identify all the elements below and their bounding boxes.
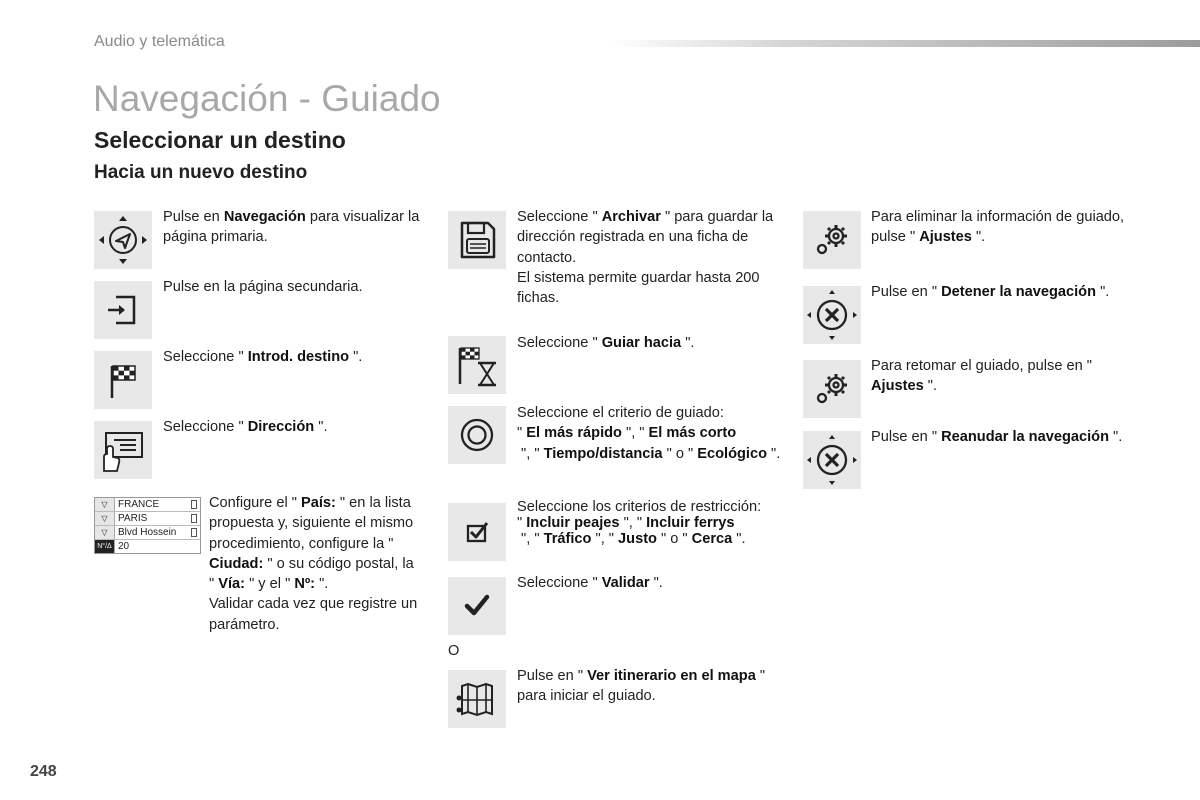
form-row-number xyxy=(95,540,200,553)
dropdown-arrow-icon: ▽ xyxy=(95,526,115,539)
form-row-city xyxy=(95,512,200,526)
step-secondary-page: Pulse en la página secundaria. xyxy=(163,279,363,295)
step-stop-navigation: Pulse en " Detener la navegación ". xyxy=(871,284,1110,300)
exit-door-icon xyxy=(94,281,152,339)
target-circle-icon xyxy=(448,406,506,464)
form-value-city: PARIS xyxy=(118,513,148,524)
step-view-route-map: Pulse en " Ver itinerario en el mapa " para iniciar el guiado. xyxy=(517,668,766,705)
step-guidance-criteria: Seleccione el criterio de guiado: " El más rápido ", " El más corto ", " Tiempo/distancia " o " Ecológico ". xyxy=(517,405,781,462)
step-navigation: Pulse en Navegación para visualizar la página primaria. xyxy=(163,209,420,246)
form-field-end xyxy=(191,528,197,537)
stop-navigation-icon xyxy=(803,286,861,344)
settings-gears-icon xyxy=(803,360,861,418)
dropdown-arrow-icon: ▽ xyxy=(95,498,115,511)
page-number: 248 xyxy=(30,763,57,780)
section-header: Audio y telemática xyxy=(94,33,225,50)
header-gradient-bar xyxy=(606,40,1200,47)
form-row-street xyxy=(95,526,200,540)
or-separator: O xyxy=(448,643,460,659)
number-key-label: N°/Δ xyxy=(95,540,115,553)
checkmark-icon xyxy=(448,577,506,635)
address-form-preview xyxy=(94,497,201,554)
step-archive: Seleccione " Archivar " para guardar la dirección registrada en una ficha de contacto. El sistema permite guardar hasta 200 fichas. xyxy=(517,209,774,307)
checkered-flag-icon xyxy=(94,351,152,409)
step-configure-address: Configure el " País: " en la lista propuesta y, siguiente el mismo procedimiento, configure la " Ciudad: " o su código postal, la " Vía: " y el " Nº: ". Validar cada vez que registre un parámetro. xyxy=(209,495,418,633)
dropdown-arrow-icon: ▽ xyxy=(95,512,115,525)
step-guide-to: Seleccione " Guiar hacia ". xyxy=(517,335,695,351)
step-restriction-criteria: Seleccione los criterios de restricción: " Incluir peajes ", " Incluir ferrys ", " Tráfico ", " Justo " o " Cerca ". xyxy=(517,499,762,547)
form-row-country xyxy=(95,498,200,512)
navigation-arrow-icon xyxy=(94,211,152,269)
step-delete-guidance-settings: Para eliminar la información de guiado, pulse " Ajustes ". xyxy=(871,209,1125,246)
resume-navigation-icon xyxy=(803,431,861,489)
map-route-icon xyxy=(448,670,506,728)
checkbox-check-icon xyxy=(448,503,506,561)
step-destination-entry: Seleccione " Introd. destino ". xyxy=(163,349,363,365)
form-value-street: Blvd Hossein xyxy=(118,527,177,538)
form-value-country: FRANCE xyxy=(118,499,160,510)
section-subtitle: Seleccionar un destino xyxy=(94,127,346,153)
step-resume-guidance-settings: Para retomar el guiado, pulse en " Ajustes ". xyxy=(871,358,1092,395)
form-field-end xyxy=(191,514,197,523)
form-field-end xyxy=(191,500,197,509)
settings-gears-icon xyxy=(803,211,861,269)
page-title: Navegación - Guiado xyxy=(93,78,441,119)
step-validate: Seleccione " Validar ". xyxy=(517,575,663,591)
step-address: Seleccione " Dirección ". xyxy=(163,419,328,435)
step-resume-navigation: Pulse en " Reanudar la navegación ". xyxy=(871,429,1123,445)
form-value-number: 20 xyxy=(118,541,130,552)
address-card-hand-icon xyxy=(94,421,152,479)
flag-hourglass-icon xyxy=(448,336,506,394)
subsection-title: Hacia un nuevo destino xyxy=(94,162,308,183)
save-disk-icon xyxy=(448,211,506,269)
